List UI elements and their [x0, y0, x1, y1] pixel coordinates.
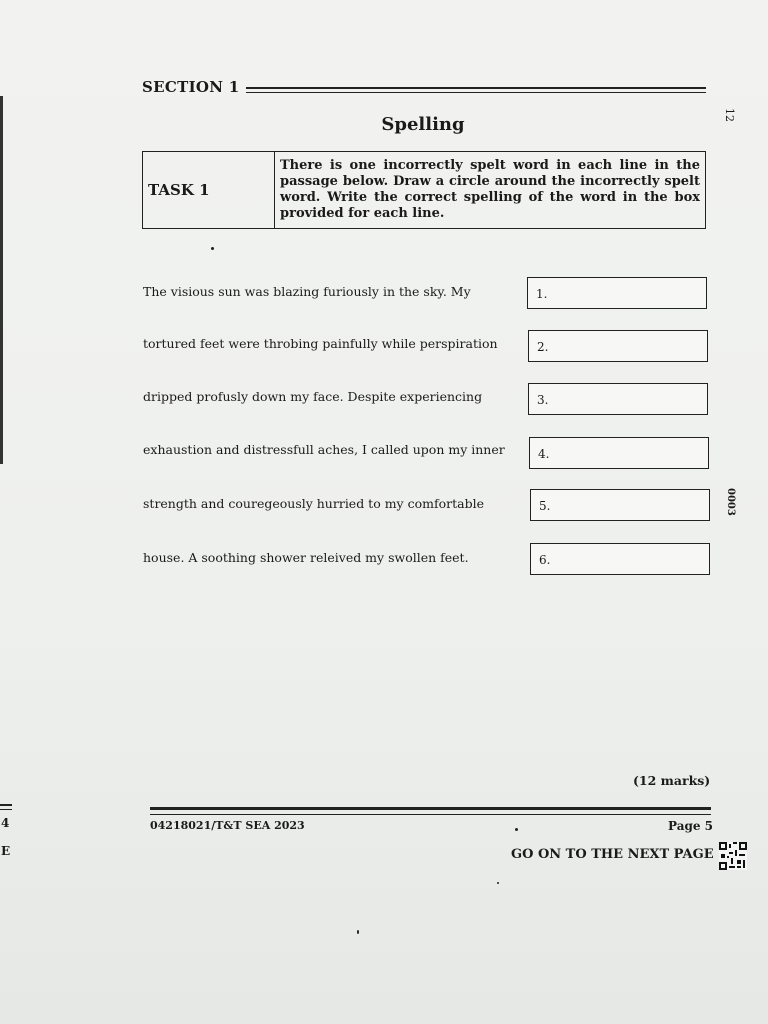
edge-char-top: 4	[1, 816, 10, 830]
passage-line-4: exhaustion and distressfull aches, I called upon my inner	[143, 442, 505, 457]
task-label: TASK 1	[143, 152, 275, 228]
answer-box-2[interactable]: 2.	[528, 330, 708, 362]
footer-rule	[150, 807, 711, 815]
answer-box-3[interactable]: 3.	[528, 383, 708, 415]
page-heading: Spelling	[381, 114, 465, 135]
page-number: Page 5	[668, 819, 714, 833]
section-label: SECTION 1	[142, 78, 240, 96]
stray-mark	[515, 828, 518, 831]
passage-line-1: The visious sun was blazing furiously in the sky. My	[143, 284, 471, 299]
answer-box-1[interactable]: 1.	[527, 277, 707, 309]
next-page-instruction: GO ON TO THE NEXT PAGE	[511, 847, 714, 862]
passage-line-3: dripped profusly down my face. Despite experiencing	[143, 389, 483, 404]
passage-line-5: strength and couregeously hurried to my comfortable	[143, 496, 484, 511]
answer-box-4[interactable]: 4.	[529, 437, 709, 469]
edge-rule	[0, 804, 12, 810]
stray-mark	[497, 882, 499, 884]
qr-code-icon	[719, 842, 747, 870]
previous-page-edge	[0, 96, 3, 464]
task-instructions: There is one incorrectly spelt word in each line in the passage below. Draw a circle around the incorrectly spelt word. Write the correct spelling of the word in the box provided for each line.	[280, 158, 700, 221]
stray-mark	[211, 247, 214, 250]
answer-box-5[interactable]: 5.	[530, 489, 710, 521]
passage-line-6: house. A soothing shower releived my swollen feet.	[143, 550, 469, 565]
marks-total: (12 marks)	[633, 773, 711, 788]
exam-code: 04218021/T&T SEA 2023	[150, 819, 305, 832]
answer-box-6[interactable]: 6.	[530, 543, 710, 575]
task-instruction-box	[142, 151, 706, 229]
section-rule	[246, 87, 706, 93]
stray-mark	[357, 930, 359, 934]
passage-line-2: tortured feet were throbing painfully while perspiration	[143, 336, 498, 351]
side-page-marker: 12	[723, 108, 736, 122]
side-code: 0003	[725, 488, 736, 516]
edge-char-bottom: E	[1, 844, 11, 858]
